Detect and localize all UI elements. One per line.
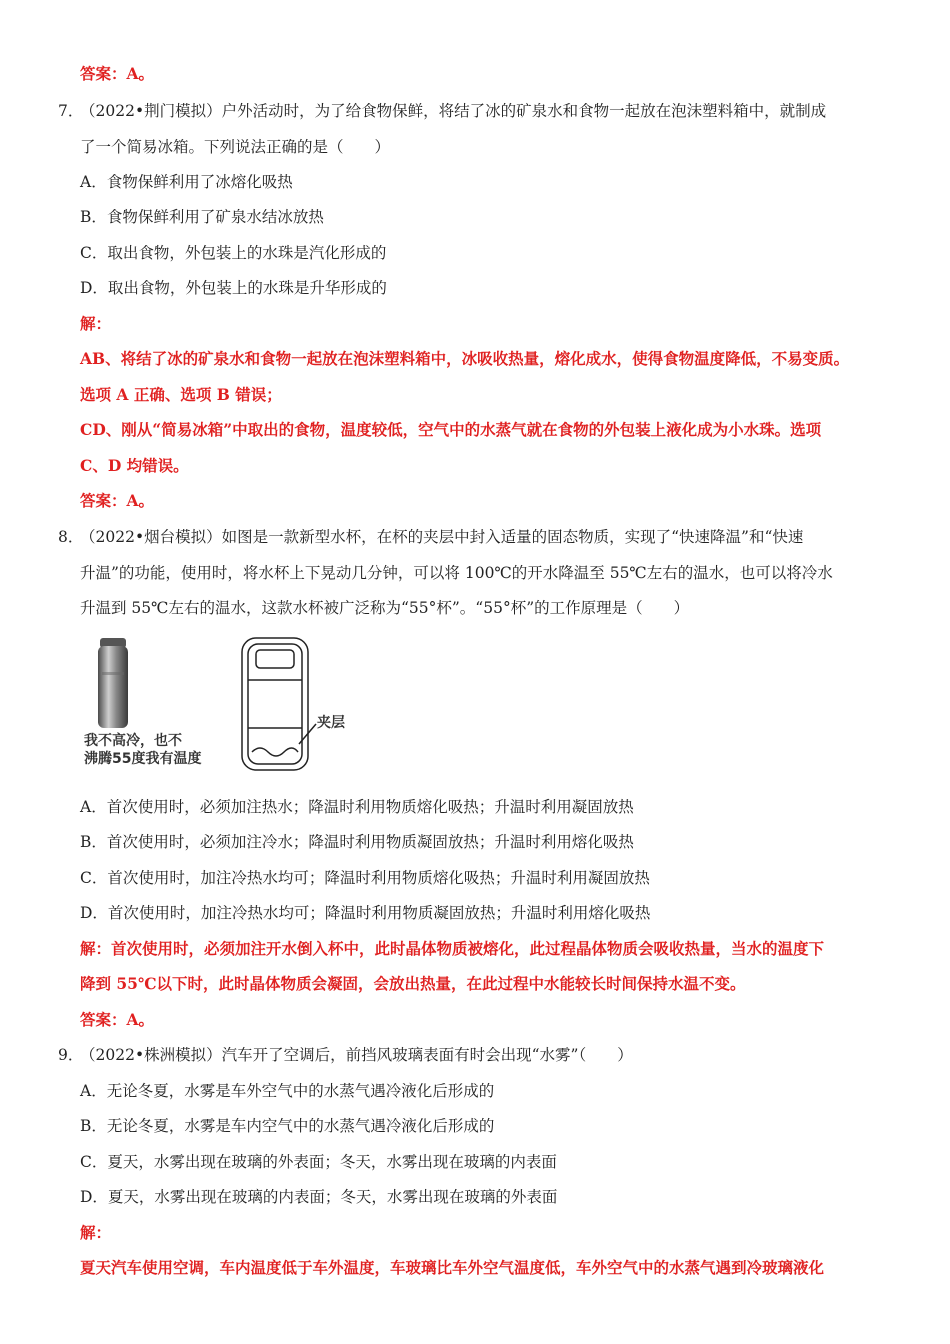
q7-solution-line2: 选项 A 正确、选项 B 错误；: [80, 385, 282, 404]
cup-figure: [80, 632, 345, 776]
q8-option-c: C．首次使用时，加注冷热水均可；降温时利用物质熔化吸热；升温时利用凝固放热: [80, 869, 650, 887]
q9-option-b: B．无论冬夏，水雾是车内空气中的水蒸气遇冷液化后形成的: [80, 1117, 495, 1135]
q8-option-d: D．首次使用时，加注冷热水均可；降温时利用物质凝固放热；升温时利用熔化吸热: [80, 904, 651, 922]
q9-solution-line1: 夏天汽车使用空调，车内温度低于车外温度，车玻璃比车外空气温度低，车外空气中的水蒸气遇到冷玻璃液化: [80, 1258, 825, 1277]
q6-answer: 答案：A。: [80, 64, 155, 83]
q8-number: 8．: [58, 528, 84, 546]
q7-answer: 答案：A。: [80, 491, 155, 510]
q8-solution-line2: 降到 55℃以下时，此时晶体物质会凝固，会放出热量，在此过程中水能较长时间保持水温不变。: [80, 974, 746, 993]
q7-solution-line4: C、D 均错误。: [80, 456, 189, 475]
q7-solution-line1: AB、将结了冰的矿泉水和食物一起放在泡沫塑料箱中，冰吸收热量，熔化成水，使得食物温度降低，不易变质。: [80, 349, 850, 368]
figure-caption-line1: 我不高冷，也不: [84, 733, 182, 749]
q7-solution-label: 解：: [80, 314, 112, 333]
q9-option-a: A．无论冬夏，水雾是车外空气中的水蒸气遇冷液化后形成的: [80, 1082, 495, 1100]
q7-number: 7．: [58, 102, 84, 120]
q7-solution-line3: CD、刚从“简易冰箱”中取出的食物，温度较低，空气中的水蒸气就在食物的外包装上液化成为小水珠。选项: [80, 420, 822, 439]
q8-stem-line2: 升温”的功能，使用时，将水杯上下晃动几分钟，可以将 100℃的开水降温至 55℃左右的温水，也可以将冷水: [80, 564, 833, 582]
q7-option-c: C．取出食物，外包装上的水珠是汽化形成的: [80, 244, 387, 262]
q8-solution-line1: 解：首次使用时，必须加注开水倒入杯中，此时晶体物质被熔化，此过程晶体物质会吸收热量，当水的温度下: [80, 939, 825, 958]
q8-stem-line1: （2022•烟台模拟）如图是一款新型水杯，在杯的夹层中封入适量的固态物质，实现了“快速降温”和“快速: [80, 528, 804, 546]
q7-option-a: A．食物保鲜利用了冰熔化吸热: [80, 173, 293, 191]
figure-caption-line2: 沸腾55度我有温度: [84, 751, 202, 767]
cup-photo: [98, 638, 128, 728]
q8-stem-line3: 升温到 55℃左右的温水，这款水杯被广泛称为“55°杯”。“55°杯”的工作原理是（ ）: [80, 599, 690, 617]
q9-option-d: D．夏天，水雾出现在玻璃的内表面；冬天，水雾出现在玻璃的外表面: [80, 1188, 558, 1206]
cup-diagram: [242, 638, 316, 770]
q8-option-b: B．首次使用时，必须加注冷水；降温时利用物质凝固放热；升温时利用熔化吸热: [80, 833, 634, 851]
q9-number: 9．: [58, 1046, 84, 1064]
q9-stem-line1: （2022•株洲模拟）汽车开了空调后，前挡风玻璃表面有时会出现“水雾”（ ）: [80, 1046, 633, 1064]
q7-option-b: B．食物保鲜利用了矿泉水结冰放热: [80, 208, 324, 226]
q8-option-a: A．首次使用时，必须加注热水；降温时利用物质熔化吸热；升温时利用凝固放热: [80, 798, 634, 816]
q7-option-d: D．取出食物，外包装上的水珠是升华形成的: [80, 279, 387, 297]
q9-solution-label: 解：: [80, 1223, 112, 1242]
figure-label-interlayer: 夹层: [317, 715, 345, 731]
q9-option-c: C．夏天，水雾出现在玻璃的外表面；冬天，水雾出现在玻璃的内表面: [80, 1153, 557, 1171]
q7-stem-line2: 了一个简易冰箱。下列说法正确的是（ ）: [80, 138, 391, 156]
q8-answer: 答案：A。: [80, 1010, 155, 1029]
q7-stem-line1: （2022•荆门模拟）户外活动时，为了给食物保鲜，将结了冰的矿泉水和食物一起放在泡沫塑料箱中，就制成: [80, 102, 827, 120]
